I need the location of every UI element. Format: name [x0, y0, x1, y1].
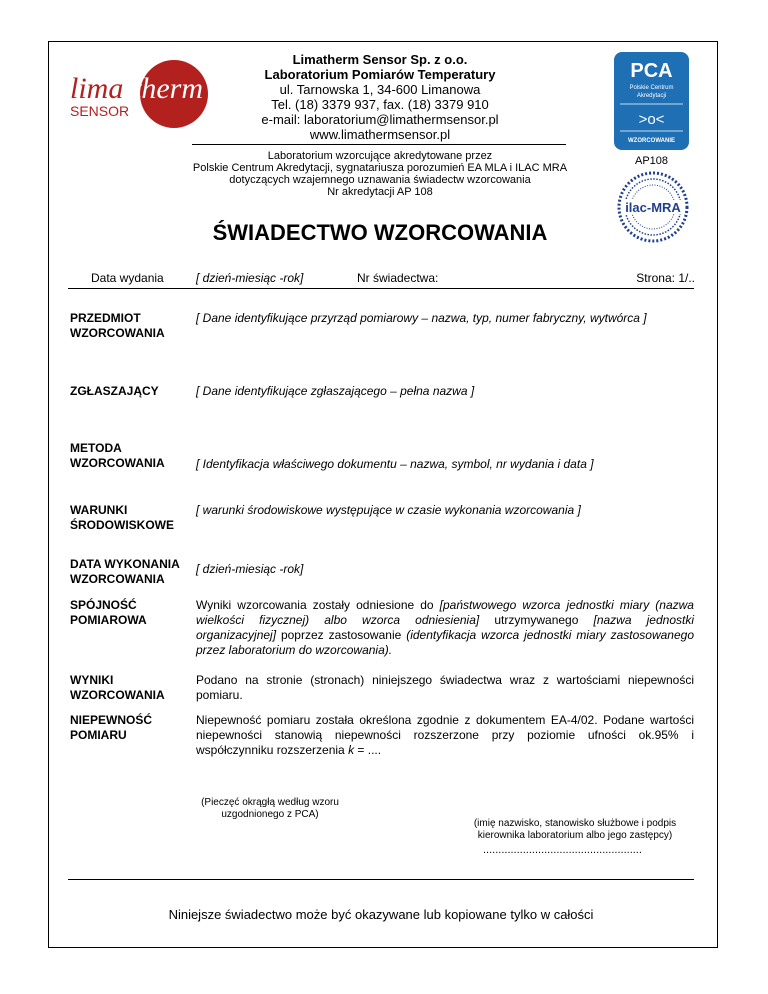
footer-note: Niniejsze świadectwo może być okazywane lub kopiowane tylko w całości: [168, 907, 594, 922]
results-value: Podano na stronie (stronach) niniejszego świadectwa wraz z wartościami niepewności pomiaru.: [196, 673, 694, 702]
subject-value: [ Dane identyfikujące przyrząd pomiarowy – nazwa, typ, numer fabryczny, wytwórca ]: [196, 311, 647, 325]
pca-code: AP108: [634, 155, 669, 167]
calibration-date-label: DATA WYKONANIA WZORCOWANIA: [70, 557, 180, 586]
pca-symbol: >o<: [638, 111, 665, 128]
applicant-value: [ Dane identyfikujące zgłaszającego – pełna nazwa ]: [196, 384, 475, 398]
traceability-label: SPÓJNOŚĆ POMIAROWA: [70, 598, 147, 627]
environment-label: WARUNKI ŚRODOWISKOWE: [70, 503, 174, 532]
stamp-note: (Pieczęć okrągłą według wzoru uzgodnionego z PCA): [201, 797, 339, 820]
environment-value: [ warunki środowiskowe występujące w czasie wykonania wzorcowania ]: [196, 503, 581, 517]
calibration-date-value: [ dzień-miesiąc -rok]: [196, 562, 304, 576]
method-label: METODA WZORCOWANIA: [70, 441, 165, 470]
document-title: ŚWIADECTWO WZORCOWANIA: [212, 220, 548, 245]
footer-divider: [68, 879, 694, 880]
lab-name: Laboratorium Pomiarów Temperatury: [264, 67, 496, 82]
results-label: WYNIKI WZORCOWANIA: [70, 673, 165, 702]
accreditation-line-1: Laboratorium wzorcujące akredytowane przez: [267, 150, 493, 162]
company-name: Limatherm Sensor Sp. z o.o.: [292, 52, 468, 67]
address: ul. Tarnowska 1, 34-600 Limanowa: [279, 82, 481, 97]
accreditation-line-4: Nr akredytacji AP 108: [327, 186, 433, 198]
header-divider: [192, 144, 566, 145]
issue-date-value: [ dzień-miesiąc -rok]: [196, 271, 304, 285]
pca-line-2: Akredytacji: [636, 93, 667, 99]
accreditation-line-3: dotyczących wzajemnego uznawania świadectw wzorcowania: [229, 174, 531, 186]
ilac-text: ilac-MRA: [625, 200, 681, 215]
pca-line-1: Polskie Centrum: [629, 85, 674, 91]
signature-note: (imię nazwisko, stanowisko służbowe i podpis kierownika laboratorium albo jego zastępcy): [473, 818, 677, 841]
subject-label: PRZEDMIOT WZORCOWANIA: [70, 311, 165, 340]
applicant-label: ZGŁASZAJĄCY: [70, 384, 159, 398]
issue-date-label: Data wydania: [91, 271, 164, 285]
pca-logo: [614, 52, 689, 150]
pca-title: PCA: [630, 60, 673, 82]
meta-divider: [68, 288, 694, 289]
certificate-number-label: Nr świadectwa:: [357, 271, 439, 285]
email: e-mail: laboratorium@limathermsensor.pl: [261, 112, 499, 127]
logo-therm: therm: [133, 72, 203, 105]
website: www.limathermsensor.pl: [309, 127, 451, 142]
logo-lima: lima: [70, 72, 124, 105]
phone-fax: Tel. (18) 3379 937, fax. (18) 3379 910: [271, 97, 489, 112]
pca-footer: WZORCOWANIE: [628, 138, 675, 144]
page-number: Strona: 1/..: [636, 271, 695, 285]
method-value: [ Identyfikacja właściwego dokumentu – nazwa, symbol, nr wydania i data ]: [196, 457, 594, 471]
uncertainty-value: Niepewność pomiaru została określona zgodnie z dokumentem EA-4/02. Podane wartości niepewności stanowią niepewności rozszerzone przy poziomie ufności ok.95% i współczynniku rozszerzenia k = ....: [196, 713, 694, 757]
signature-line: ....................................................: [483, 844, 642, 856]
uncertainty-label: NIEPEWNOŚĆ POMIARU: [70, 713, 153, 742]
logo-sensor: SENSOR: [70, 103, 130, 119]
traceability-value: Wyniki wzorcowania zostały odniesione do [państwowego wzorca jednostki miary (nazwa wielkości fizycznej) albo wzorca odniesienia] utrzymywanego [nazwa jednostki organizacyjnej] poprzez zastosowanie (identyfikacja wzorca jednostki miary zastosowanego przez laboratorium do wzorcowania).: [196, 598, 694, 657]
accreditation-line-2: Polskie Centrum Akredytacji, sygnatariusza porozumień EA MLA i ILAC MRA: [192, 162, 568, 174]
